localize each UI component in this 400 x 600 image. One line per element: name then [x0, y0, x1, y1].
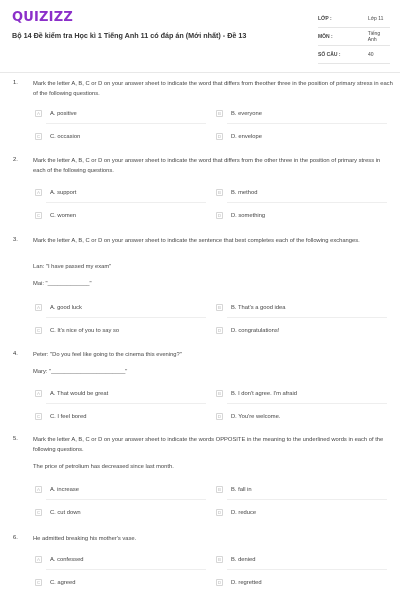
option-divider [227, 202, 387, 203]
option-b[interactable] [216, 486, 252, 493]
option-letter-box: D [217, 134, 222, 139]
option-text: C. women [50, 212, 77, 219]
option-a[interactable] [35, 556, 84, 563]
option-letter-box: A [36, 391, 40, 396]
header-divider [0, 72, 400, 73]
meta-count-row [318, 46, 390, 64]
option-c[interactable] [35, 133, 80, 140]
option-letter-box: A [36, 111, 40, 116]
option-divider [227, 499, 387, 500]
option-text: B. fall in [231, 486, 252, 493]
option-text: D. envelope [231, 133, 262, 140]
option-text: A. good luck [50, 304, 82, 311]
option-letter-box: B [217, 487, 221, 492]
question-text: Mark the letter A, B, C or D on your answer sheet to indicate the sentence that best completes each of the following exchanges. [33, 238, 360, 244]
option-b[interactable] [216, 304, 286, 311]
question-number: 4. [13, 351, 18, 357]
option-text: A. increase [50, 486, 79, 493]
question-number: 2. [13, 157, 18, 163]
option-d[interactable] [216, 413, 280, 420]
question-number: 6. [13, 535, 18, 541]
option-letter-box: B [217, 557, 221, 562]
option-letter-box: C [36, 580, 41, 585]
option-letter-box: A [36, 557, 40, 562]
option-letter-box: B [217, 391, 221, 396]
option-letter-box: D [217, 510, 222, 515]
option-d[interactable] [216, 579, 262, 586]
option-letter-box: B [217, 305, 221, 310]
option-letter-box: B [217, 190, 221, 195]
question-text: Mark the letter A, B, C or D on your answer sheet to indicate the words OPPOSITE in the meaning to the underlined words in each of the following questions. [33, 437, 384, 453]
question-text: Peter: "Do you feel like going to the cinema this evening?" [33, 352, 182, 358]
option-c[interactable] [35, 579, 75, 586]
option-divider [46, 123, 206, 124]
option-divider [46, 569, 206, 570]
option-b[interactable] [216, 110, 262, 117]
option-divider [46, 499, 206, 500]
dialogue-line: Mary: "_______________________" [33, 369, 128, 375]
option-letter-box: D [217, 328, 222, 333]
meta-class-label: LỚP : [318, 15, 332, 22]
option-text: D. something [231, 212, 266, 219]
option-divider [46, 317, 206, 318]
option-text: B. denied [231, 556, 256, 563]
option-text: C. It's nice of you to say so [50, 327, 120, 334]
option-text: C. occasion [50, 133, 81, 140]
worksheet-header [0, 0, 400, 70]
option-text: D. regretted [231, 579, 262, 586]
option-text: A. confessed [50, 556, 84, 563]
option-b[interactable] [216, 556, 256, 563]
question-number: 3. [13, 237, 18, 243]
option-b[interactable] [216, 390, 297, 397]
option-a[interactable] [35, 486, 79, 493]
option-a[interactable] [35, 304, 82, 311]
quizizz-logo[interactable]: QUIZIZZ [12, 10, 73, 25]
question-text: Mark the letter A, B, C or D on your answer sheet to indicate the word that differs from theother three in the position of primary stress in each of the following questions. [33, 81, 393, 97]
option-divider [227, 123, 387, 124]
option-c[interactable] [35, 212, 76, 219]
option-letter-box: C [36, 328, 41, 333]
option-text: D. congratulations! [231, 327, 280, 334]
option-a[interactable] [35, 189, 76, 196]
option-letter-box: C [36, 414, 41, 419]
question-number: 1. [13, 80, 18, 86]
option-text: A. That would be great [50, 390, 109, 397]
option-text: A. support [50, 189, 77, 196]
option-letter-box: D [217, 414, 222, 419]
meta-subject-value: Tiếng Anh [367, 30, 381, 43]
question-sentence: The price of petrolium has decreased since last month. [33, 464, 174, 470]
option-text: B. everyone [231, 110, 262, 117]
option-letter-box: D [217, 213, 222, 218]
meta-subject-label: MÔN : [318, 33, 333, 40]
option-divider [227, 403, 387, 404]
document-title: Bộ 14 Đề kiểm tra Học kì 1 Tiếng Anh 11 có đáp án (Mới nhất) - Đề 13 [12, 31, 247, 40]
meta-subject-row [318, 28, 390, 46]
option-divider [46, 403, 206, 404]
option-d[interactable] [216, 509, 256, 516]
option-c[interactable] [35, 327, 119, 334]
option-letter-box: A [36, 487, 40, 492]
meta-class-row [318, 10, 390, 28]
option-divider [227, 569, 387, 570]
option-a[interactable] [35, 390, 108, 397]
option-text: B. method [231, 189, 258, 196]
option-c[interactable] [35, 509, 81, 516]
option-divider [227, 317, 387, 318]
option-letter-box: D [217, 580, 222, 585]
option-a[interactable] [35, 110, 77, 117]
meta-class-value: Lớp 11 [368, 15, 384, 22]
option-text: C. cut down [50, 509, 81, 516]
option-text: D. You're welcome. [231, 413, 281, 420]
option-letter-box: C [36, 134, 41, 139]
option-letter-box: A [36, 305, 40, 310]
option-c[interactable] [35, 413, 86, 420]
option-d[interactable] [216, 327, 279, 334]
option-letter-box: B [217, 111, 221, 116]
option-d[interactable] [216, 212, 265, 219]
option-divider [46, 202, 206, 203]
option-letter-box: A [36, 190, 40, 195]
meta-count-label: SỐ CÂU : [318, 51, 341, 58]
option-b[interactable] [216, 189, 257, 196]
option-text: B. I don't agree. I'm afraid [231, 390, 298, 397]
option-d[interactable] [216, 133, 262, 140]
worksheet-meta [318, 10, 390, 64]
option-text: B. That's a good idea [231, 304, 286, 311]
question-number: 5. [13, 436, 18, 442]
option-text: C. agreed [50, 579, 76, 586]
meta-count-value: 40 [368, 51, 374, 58]
option-letter-box: C [36, 510, 41, 515]
question-text: Mark the letter A, B, C or D on your answer sheet to indicate the word that differs from the other three in the position of primary stress in each of the following questions. [33, 158, 381, 174]
dialogue-line-1: Lan: "I have passed my exam" [33, 264, 112, 270]
option-text: A. positive [50, 110, 77, 117]
question-text: He admitted breaking his mother's vase. [33, 536, 137, 542]
dialogue-line-2: Mai: "_____________" [33, 281, 92, 287]
option-text: C. I feel bored [50, 413, 87, 420]
option-text: D. reduce [231, 509, 257, 516]
option-letter-box: C [36, 213, 41, 218]
